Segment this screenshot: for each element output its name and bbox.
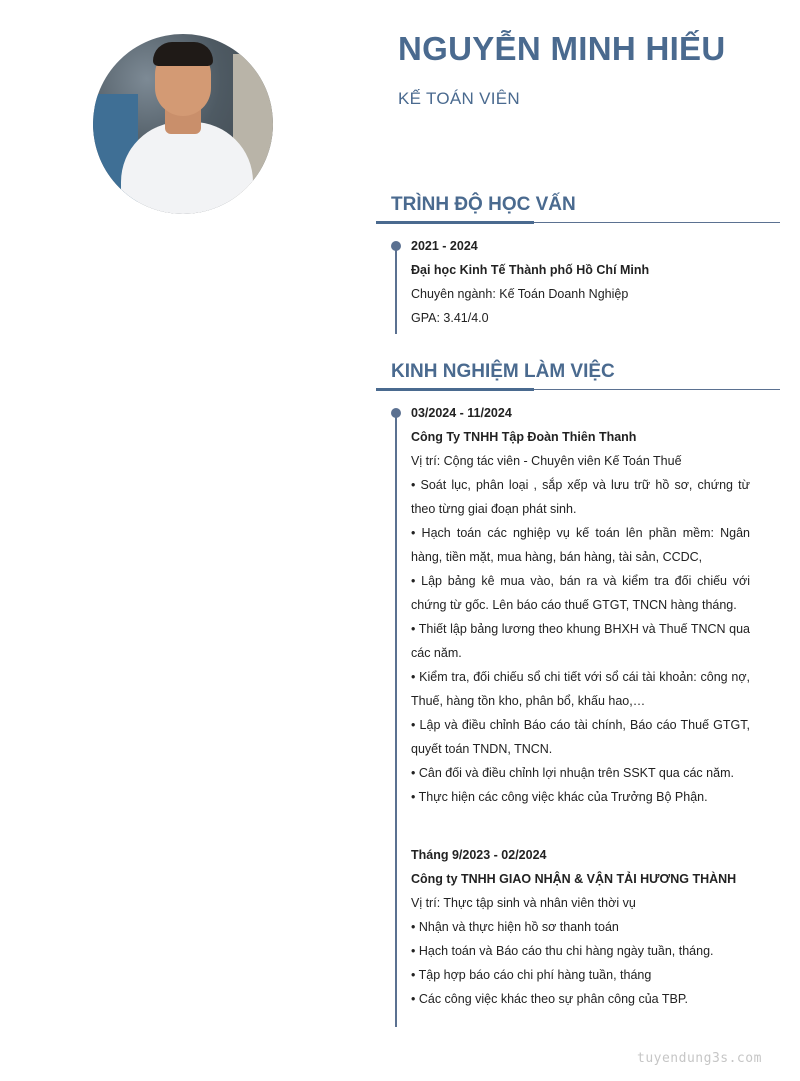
experience-bullet: • Cân đối và điều chỉnh lợi nhuận trên SSKT qua các năm.: [411, 766, 734, 780]
experience-bullet: • Kiểm tra, đối chiếu sổ chi tiết với sổ cái tài khoản: công nợ, Thuế, hàng tồn kho, phân bổ, khấu hao,…: [411, 670, 750, 708]
experience-section-rule: [376, 389, 780, 390]
candidate-name: NGUYỄN MINH HIẾU: [398, 30, 726, 67]
watermark: tuyendung3s.com: [637, 1051, 762, 1066]
education-timeline-line: [395, 244, 397, 334]
experience-bullet: • Nhận và thực hiện hồ sơ thanh toán: [411, 920, 619, 934]
experience-section-title: KINH NGHIỆM LÀM VIỆC: [391, 361, 615, 382]
education-period: 2021 - 2024: [411, 239, 478, 253]
experience-bullet: • Các công việc khác theo sự phân công của TBP.: [411, 992, 689, 1006]
education-gpa: GPA: 3.41/4.0: [411, 311, 489, 325]
education-section-rule: [376, 222, 780, 223]
experience-position: Vị trí: Cộng tác viên - Chuyên viên Kế Toán Thuế: [411, 454, 682, 468]
experience-entry: [411, 843, 750, 1011]
experience-period: Tháng 9/2023 - 02/2024: [411, 848, 547, 862]
education-section-title: TRÌNH ĐỘ HỌC VẤN: [391, 194, 576, 215]
education-timeline-dot: [391, 241, 401, 251]
experience-bullet: • Lập và điều chỉnh Báo cáo tài chính, Báo cáo Thuế GTGT, quyết toán TNDN, TNCN.: [411, 718, 750, 756]
experience-period: 03/2024 - 11/2024: [411, 406, 512, 420]
experience-bullet: • Hạch toán các nghiệp vụ kế toán lên phần mềm: Ngân hàng, tiền mặt, mua hàng, bán hàng, tài sản, CCDC,: [411, 526, 750, 564]
education-major: Chuyên ngành: Kế Toán Doanh Nghiệp: [411, 287, 629, 301]
experience-bullet: • Thiết lập bảng lương theo khung BHXH và Thuế TNCN qua các năm.: [411, 622, 750, 660]
candidate-role: KẾ TOÁN VIÊN: [398, 89, 521, 108]
experience-bullet: • Hạch toán và Báo cáo thu chi hàng ngày tuần, tháng.: [411, 944, 714, 958]
experience-timeline-line: [395, 411, 397, 1027]
experience-bullet: • Soát lục, phân loại , sắp xếp và lưu trữ hồ sơ, chứng từ theo từng giai đoạn phát sinh.: [411, 478, 750, 516]
experience-timeline-dot: [391, 408, 401, 418]
experience-position: Vị trí: Thực tập sinh và nhân viên thời vụ: [411, 896, 636, 910]
experience-company: Công ty TNHH GIAO NHẬN & VẬN TẢI HƯƠNG THÀNH: [411, 872, 737, 886]
experience-bullet: • Tập hợp báo cáo chi phí hàng tuần, tháng: [411, 968, 652, 982]
education-school: Đại học Kinh Tế Thành phố Hồ Chí Minh: [411, 263, 650, 277]
experience-entry: [411, 401, 750, 809]
education-entry: [411, 234, 750, 330]
profile-photo: [93, 34, 273, 214]
experience-company: Công Ty TNHH Tập Đoàn Thiên Thanh: [411, 430, 637, 444]
experience-bullet: • Lập bảng kê mua vào, bán ra và kiểm tra đối chiếu với chứng từ gốc. Lên báo cáo thuế GTGT, TNCN hàng tháng.: [411, 574, 750, 612]
experience-bullet: • Thực hiện các công việc khác của Trưởng Bộ Phận.: [411, 790, 708, 804]
